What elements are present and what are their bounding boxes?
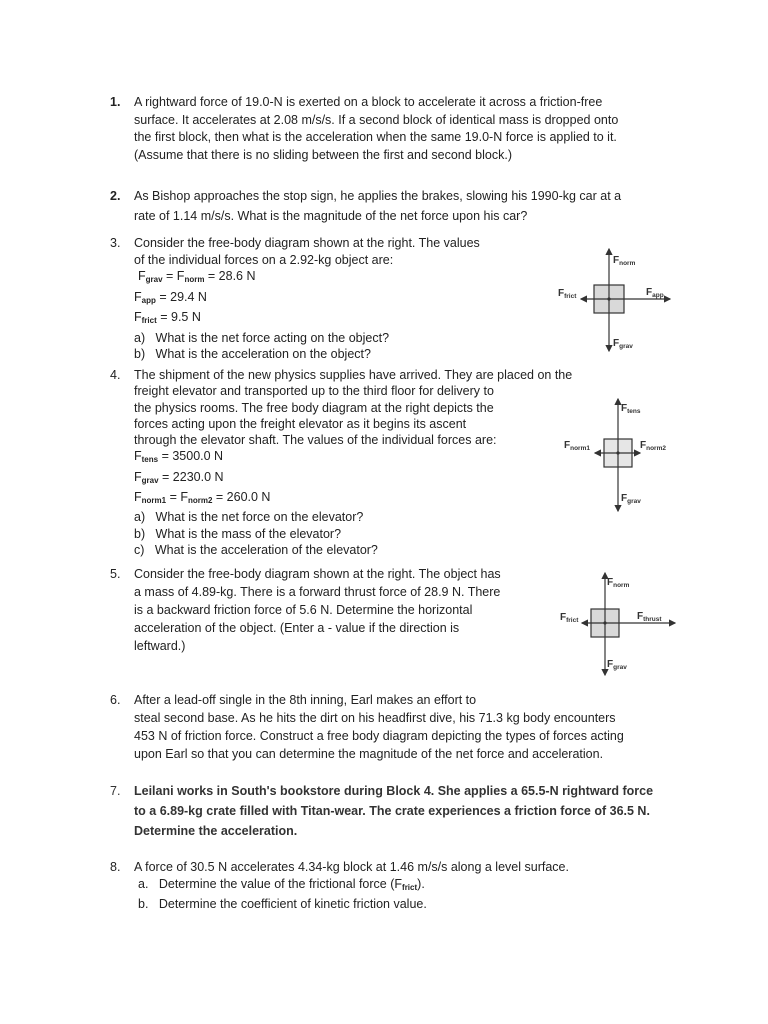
question-text-line: 453 N of friction force. Construct a free body diagram depicting the types of forces acting — [134, 729, 624, 743]
question-text-line: rate of 1.14 m/s/s. What is the magnitude of the net force upon his car? — [134, 209, 528, 223]
sub-question: a. Determine the value of the frictional force $(F_{frict})$. — [138, 876, 425, 892]
force-label-top: $F_{norm}$ — [613, 255, 636, 267]
question-number: 5. — [110, 567, 121, 581]
question-number: 7. — [110, 784, 121, 798]
question-number: 3. — [110, 236, 121, 250]
force-label-bottom: $F_{grav}$ — [613, 338, 633, 350]
force-value: $F_{norm1} = F_{norm2} = 260.0$ N — [134, 490, 271, 506]
question-text-line: Consider the free-body diagram shown at the right. The values — [134, 236, 480, 250]
force-value: $F_{grav} = 2230.0$ N — [134, 469, 224, 485]
sub-question: b. Determine the coefficient of kinetic friction value. — [138, 897, 427, 911]
sub-question: a) What is the net force acting on the object? — [134, 330, 390, 345]
force-label-right: $F_{app}$ — [646, 287, 664, 299]
question-text-line: a mass of 4.89-kg. There is a forward thrust force of 28.9 N. There — [134, 585, 501, 599]
question-text-line: A rightward force of 19.0-N is exerted on a block to accelerate it across a friction-free — [134, 95, 603, 109]
force-label-bottom: $F_{grav}$ — [621, 493, 641, 505]
question-text-line: leftward.) — [134, 639, 186, 653]
question-text-line: of the individual forces on a 2.92-kg object are: — [134, 252, 394, 267]
question-text-line: the first block, then what is the acceleration when the same 19.0-N force is applied to it. — [134, 130, 617, 144]
force-label-left: $F_{norm1}$ — [564, 440, 590, 452]
question-text-line: is a backward friction force of 5.6 N. Determine the horizontal — [134, 603, 473, 617]
question-text-line: The shipment of the new physics supplies have arrived. They are placed on the — [134, 368, 573, 382]
force-value: $F_{app} = 29.4$ N — [134, 289, 207, 305]
sub-question: b) What is the mass of the elevator? — [134, 526, 342, 541]
question-number: 8. — [110, 860, 121, 874]
question-text-line: surface. It accelerates at 2.08 m/s/s. If a second block of identical mass is dropped onto — [134, 112, 619, 127]
question-number: 1. — [110, 95, 121, 109]
question-text-line: A force of 30.5 N accelerates 4.34-kg block at 1.46 m/s/s along a level surface. — [134, 860, 569, 874]
question-text-line: Leilani works in South's bookstore during Block 4. She applies a 65.5-N rightward force — [134, 784, 654, 798]
question-text-line: the physics rooms. The free body diagram at the right depicts the — [134, 400, 494, 415]
question-number: 2. — [110, 189, 121, 203]
question-text-line: As Bishop approaches the stop sign, he applies the brakes, slowing his 1990-kg car at a — [134, 189, 622, 203]
force-value: $F_{grav} = F_{norm} = 28.6$ N — [138, 269, 256, 284]
free-body-diagram-q4 — [560, 393, 690, 523]
question-text-line: to a 6.89-kg crate filled with Titan-wear. The crate experiences a friction force of 36.5 N. — [134, 804, 650, 818]
force-label-right: $F_{thrust}$ — [637, 611, 662, 623]
force-label-left: $F_{frict}$ — [560, 612, 579, 624]
question-number: 6. — [110, 693, 121, 707]
question-text-line: Consider the free-body diagram shown at the right. The object has — [134, 567, 501, 581]
question-text-line: steal second base. As he hits the dirt on his headfirst dive, his 71.3 kg body encounters — [134, 711, 616, 725]
question-text-line: forces acting upon the freight elevator as it begins its ascent — [134, 416, 467, 431]
question-number: 4. — [110, 368, 121, 382]
free-body-diagram-q5 — [557, 567, 692, 687]
free-body-diagram-q3 — [550, 243, 680, 363]
force-label-left: $F_{frict}$ — [558, 288, 577, 300]
question-text-line: (Assume that there is no sliding between the first and second block.) — [134, 147, 512, 162]
question-text-line: upon Earl so that you can determine the magnitude of the net force and acceleration. — [134, 747, 604, 761]
question-text-line: acceleration of the object. (Enter a - value if the direction is — [134, 621, 460, 635]
question-text-line: freight elevator and transported up to the third floor for delivery to — [134, 384, 494, 399]
sub-question: b) What is the acceleration on the object? — [134, 347, 371, 361]
force-value: $F_{frict} = 9.5$ N — [134, 310, 201, 325]
question-text-line: through the elevator shaft. The values of the individual forces are: — [134, 433, 497, 448]
sub-question: a) What is the net force on the elevator? — [134, 510, 364, 525]
question-text-line: Determine the acceleration. — [134, 824, 298, 838]
force-label-right: $F_{norm2}$ — [640, 440, 666, 452]
sub-question: c) What is the acceleration of the elevator? — [134, 542, 378, 557]
force-label-top: $F_{norm}$ — [607, 577, 630, 589]
force-label-bottom: $F_{grav}$ — [607, 659, 627, 671]
force-value: $F_{tens} = 3500.0$ N — [134, 449, 224, 465]
force-label-top: $F_{tens}$ — [621, 403, 641, 415]
question-text-line: After a lead-off single in the 8th inning, Earl makes an effort to — [134, 693, 477, 707]
